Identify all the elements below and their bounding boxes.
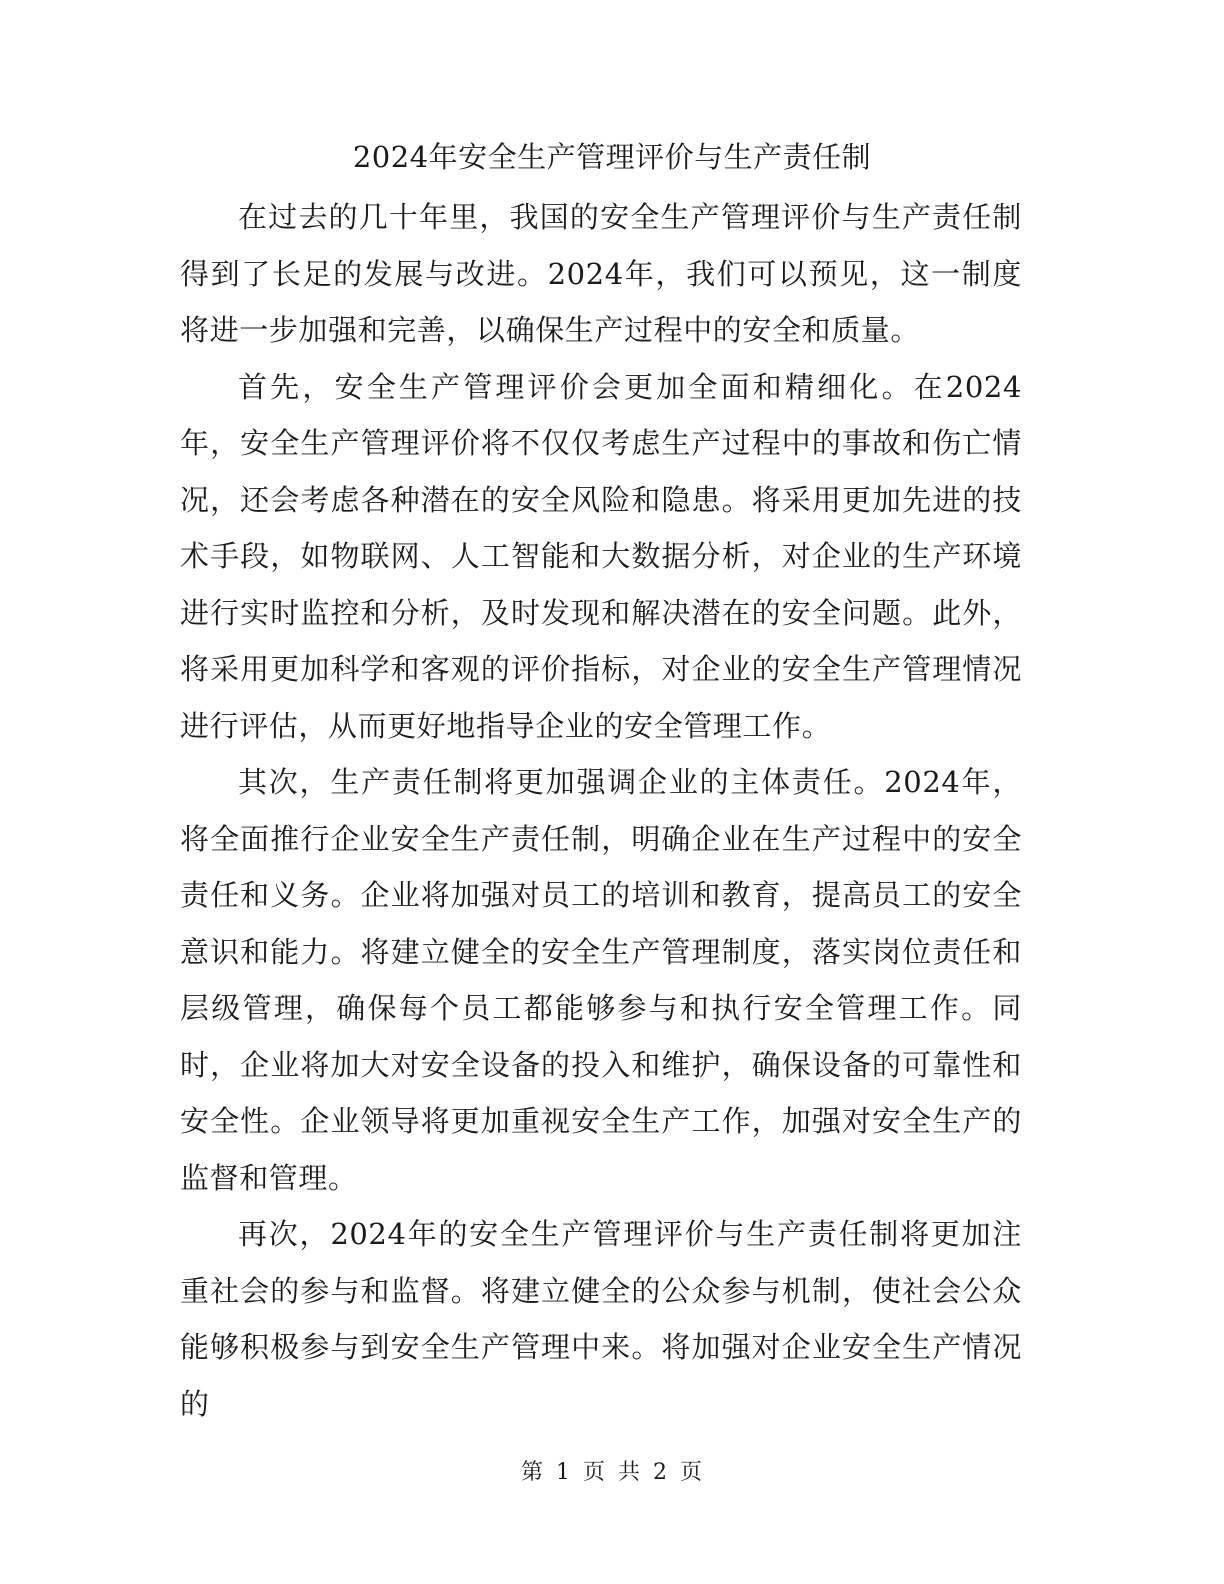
paragraph-intro: 在过去的几十年里，我国的安全生产管理评价与生产责任制得到了长足的发展与改进。2024年，我们可以预见，这一制度将进一步加强和完善，以确保生产过程中的安全和质量。 [180, 200, 1022, 347]
footer-total-suffix: 页 [680, 1460, 704, 1485]
footer-current-page: 1 [555, 1460, 571, 1485]
paragraph-second: 其次，生产责任制将更加强调企业的主体责任。2024年，将全面推行企业安全生产责任制，明确企业在生产过程中的安全责任和义务。企业将加强对员工的培训和教育，提高员工的安全意识和能力。将建立健全的安全生产管理制度，落实岗位责任和层级管理，确保每个员工都能够参与和执行安全管理工作。同时，企业将加大对安全设备的投入和维护，确保设备的可靠性和安全性。企业领导将更加重视安全生产工作，加强对安全生产的监督和管理。 [180, 765, 1022, 1195]
document-body [180, 189, 1022, 1432]
document-title: 2024年安全生产管理评价与生产责任制 [352, 140, 872, 174]
page-footer [0, 1458, 1224, 1488]
paragraph-first: 首先，安全生产管理评价会更加全面和精细化。在2024年，安全生产管理评价将不仅仅考虑生产过程中的事故和伤亡情况，还会考虑各种潜在的安全风险和隐患。将采用更加先进的技术手段，如物联网、人工智能和大数据分析，对企业的生产环境进行实时监控和分析，及时发现和解决潜在的安全问题。此外，将采用更加科学和客观的评价指标，对企业的安全生产管理情况进行评估，从而更好地指导企业的安全管理工作。 [180, 369, 1022, 743]
footer-page-prefix: 第 [520, 1460, 544, 1485]
footer-total-prefix: 共 [618, 1460, 642, 1485]
footer-page-word: 页 [582, 1460, 606, 1485]
paragraph-third: 再次，2024年的安全生产管理评价与生产责任制将更加注重社会的参与和监督。将建立健全的公众参与机制，使社会公众能够积极参与到安全生产管理中来。将加强对企业安全生产情况的 [180, 1217, 1022, 1421]
footer-total-pages: 2 [653, 1460, 669, 1485]
